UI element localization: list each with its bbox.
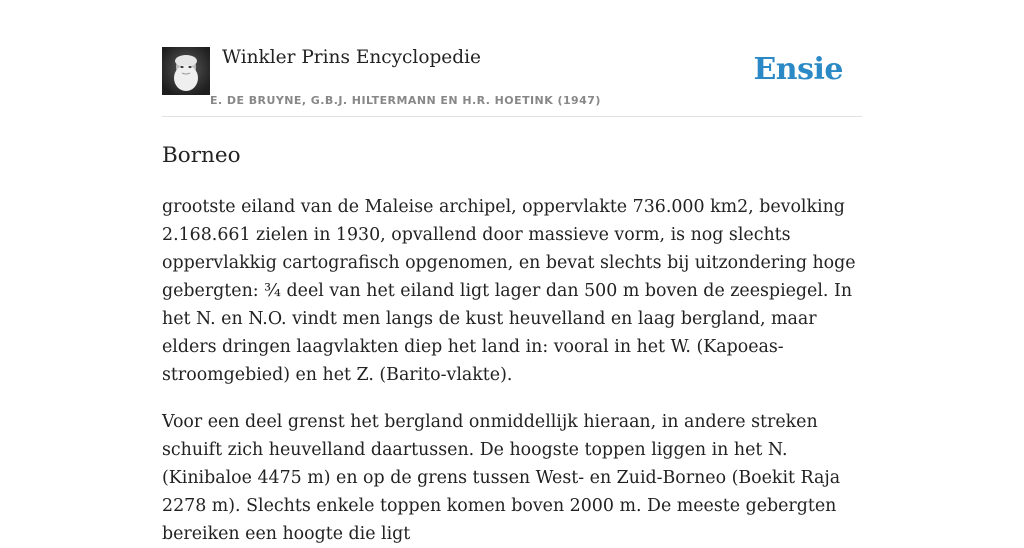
- portrait-bearded-man-icon[interactable]: [162, 47, 210, 95]
- book-title[interactable]: Winkler Prins Encyclopedie: [222, 47, 481, 68]
- article-paragraph: Voor een deel grenst het bergland onmiddellijk hieraan, in andere streken schuift zich heuvelland daartussen. De hoogste toppen liggen in het N. (Kinibaloe 4475 m) en op de grens tussen West- en Zuid-Borneo (Boekit Raja 2278 m). Slechts enkele toppen komen boven 2000 m. De meeste gebergten bereiken een hoogte die ligt: [162, 412, 841, 544]
- page: [162, 0, 862, 548]
- entry-title: Borneo: [162, 143, 241, 168]
- header: [162, 0, 862, 117]
- authors-line: E. DE BRUYNE, G.B.J. HILTERMANN EN H.R. HOETINK (1947): [210, 94, 601, 107]
- article-paragraph: grootste eiland van de Maleise archipel, oppervlakte 736.000 km2, bevolking 2.168.661 zielen in 1930, opvallend door massieve vorm, is nog slechts oppervlakkig cartografisch opgenomen, en bevat slechts bij uitzondering hoge gebergten: ¾ deel van het eiland ligt lager dan 500 m boven de zeespiegel. In het N. en N.O. vindt men langs de kust heuvelland en laag bergland, maar elders dringen laagvlakten diep het land in: vooral in het W. (Kapoeas-stroomgebied) en het Z. (Barito-vlakte).: [162, 197, 856, 385]
- article-content: [162, 193, 862, 548]
- brand-logo[interactable]: Ensie: [753, 52, 843, 87]
